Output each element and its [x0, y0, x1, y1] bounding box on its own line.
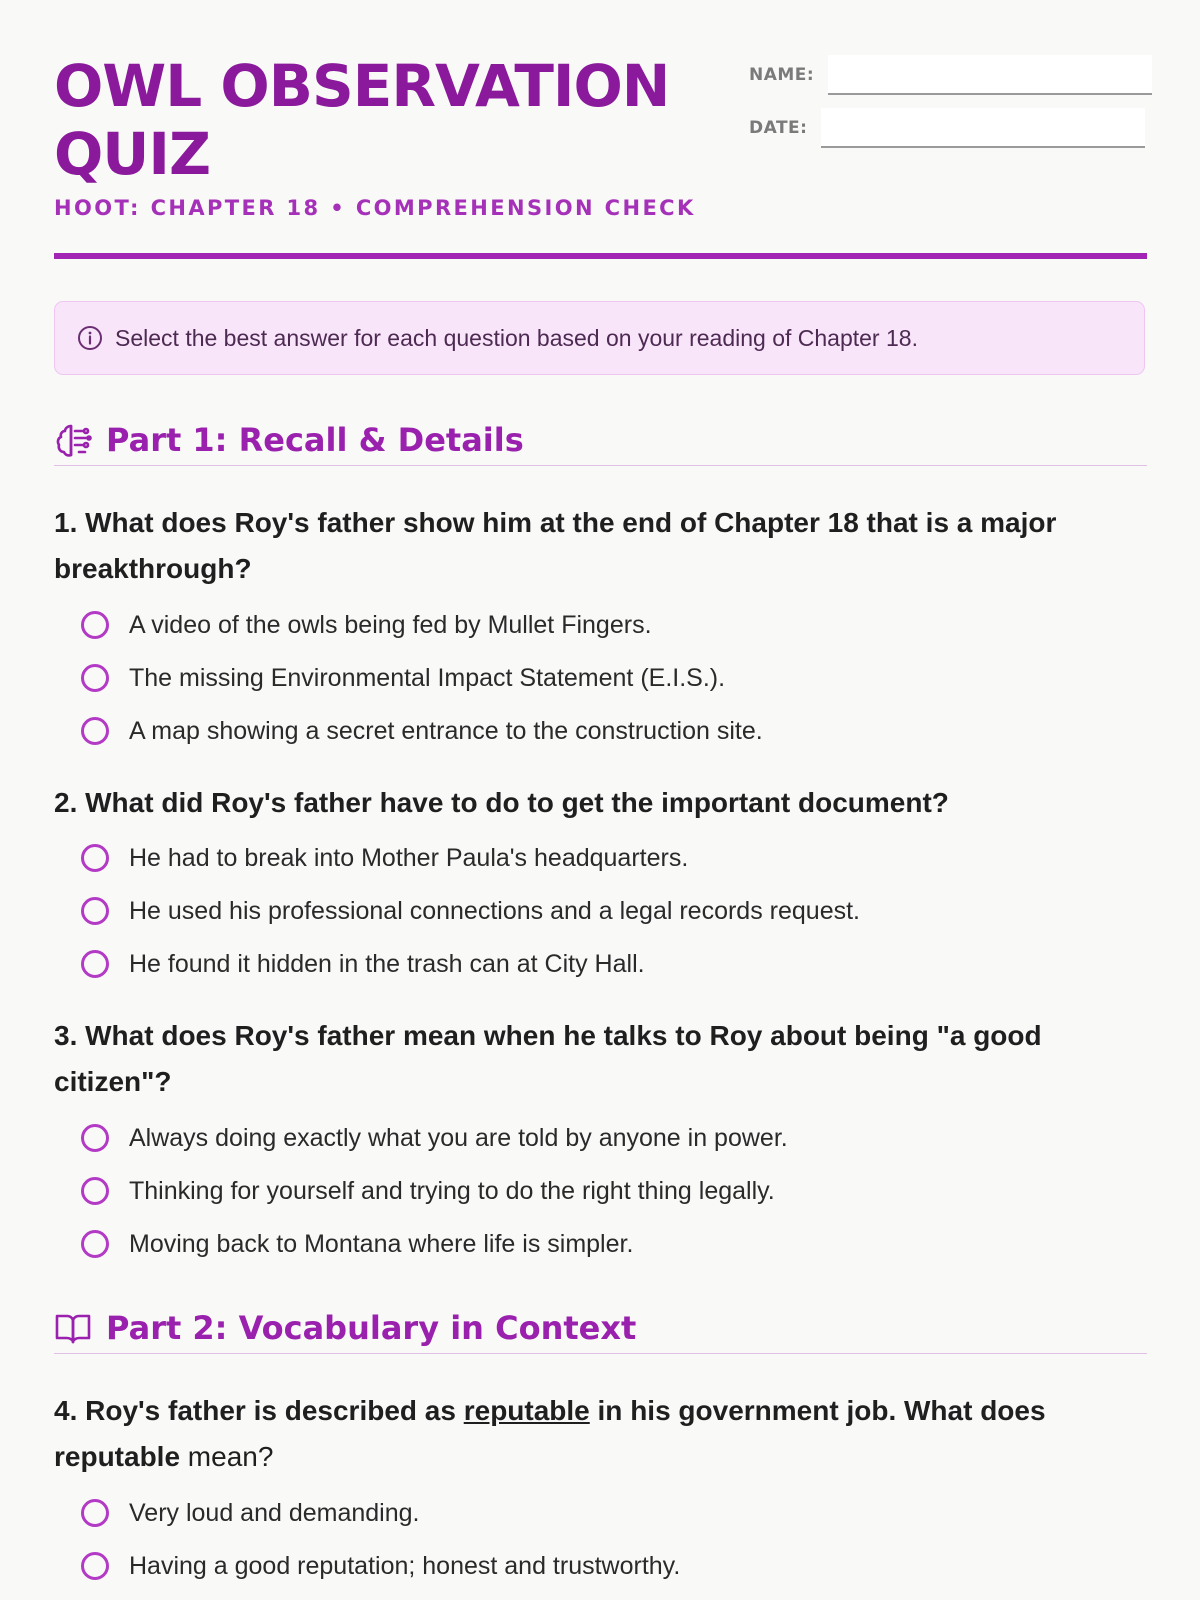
name-field[interactable]	[828, 55, 1152, 95]
option-label: The missing Environmental Impact Statement (E.I.S.).	[129, 663, 726, 692]
option-label: Very loud and demanding.	[129, 1498, 420, 1527]
date-field[interactable]	[821, 108, 1145, 148]
section-part-2	[54, 1303, 1147, 1354]
instructions-text: Select the best answer for each question based on your reading of Chapter 18.	[115, 324, 918, 351]
question-2: 2. What did Roy's father have to do to get the important document?	[54, 787, 949, 818]
option-label: Always doing exactly what you are told by anyone in power.	[129, 1123, 788, 1152]
section-title-part-2: Part 2: Vocabulary in Context	[106, 1309, 637, 1347]
q4-text-middle: in his government job. What does	[589, 1395, 1046, 1426]
option-label: He found it hidden in the trash can at City Hall.	[129, 949, 645, 978]
vocab-word-underlined: reputable	[463, 1395, 590, 1426]
option-label: He had to break into Mother Paula's headquarters.	[129, 843, 689, 872]
q1-option-c[interactable]	[81, 711, 763, 751]
brain-icon	[54, 421, 92, 459]
quiz-page	[54, 0, 1147, 1600]
vocab-word-bold: reputable	[54, 1441, 181, 1472]
page-title: OWL OBSERVATION QUIZ	[54, 52, 670, 188]
radio-button[interactable]	[81, 950, 109, 978]
name-field-row	[749, 55, 1152, 95]
radio-button[interactable]	[81, 717, 109, 745]
q4-text-start: 4. Roy's father is described as	[54, 1395, 464, 1426]
q3-option-b[interactable]	[81, 1171, 775, 1211]
option-label: A video of the owls being fed by Mullet Fingers.	[129, 610, 652, 639]
q4-text-end: mean?	[180, 1441, 274, 1472]
option-label: Having a good reputation; honest and trustworthy.	[129, 1551, 681, 1580]
radio-button[interactable]	[81, 611, 109, 639]
option-label: He used his professional connections and a legal records request.	[129, 896, 860, 925]
q3-option-a[interactable]	[81, 1118, 788, 1158]
section-part-1	[54, 415, 1147, 466]
q2-option-b[interactable]	[81, 891, 860, 931]
radio-button[interactable]	[81, 664, 109, 692]
question-1: 1. What does Roy's father show him at the end of Chapter 18 that is a major breakthrough?	[54, 507, 1057, 584]
q4-option-a[interactable]	[81, 1493, 420, 1533]
q4-option-b[interactable]	[81, 1546, 680, 1586]
option-label: Thinking for yourself and trying to do the right thing legally.	[129, 1176, 775, 1205]
date-field-row	[749, 108, 1145, 148]
info-icon	[77, 325, 103, 351]
radio-button[interactable]	[81, 844, 109, 872]
q3-option-c[interactable]	[81, 1224, 633, 1264]
q1-option-b[interactable]	[81, 658, 725, 698]
radio-button[interactable]	[81, 1124, 109, 1152]
date-label: DATE:	[749, 118, 808, 138]
page-subtitle: HOOT: CHAPTER 18 • COMPREHENSION CHECK	[54, 196, 696, 220]
option-label: A map showing a secret entrance to the construction site.	[129, 716, 763, 745]
instructions-notice	[54, 301, 1145, 375]
header-divider	[54, 253, 1147, 259]
radio-button[interactable]	[81, 1499, 109, 1527]
name-label: NAME:	[749, 65, 815, 85]
quiz-header	[54, 0, 1147, 262]
question-4	[54, 1388, 1147, 1480]
question-3: 3. What does Roy's father mean when he talks to Roy about being "a good citizen"?	[54, 1020, 1042, 1097]
radio-button[interactable]	[81, 1230, 109, 1258]
q1-option-a[interactable]	[81, 605, 652, 645]
section-title-part-1: Part 1: Recall & Details	[106, 421, 524, 459]
q2-option-a[interactable]	[81, 838, 688, 878]
q2-option-c[interactable]	[81, 944, 645, 984]
book-open-icon	[54, 1309, 92, 1347]
radio-button[interactable]	[81, 897, 109, 925]
radio-button[interactable]	[81, 1177, 109, 1205]
option-label: Moving back to Montana where life is simpler.	[129, 1229, 634, 1258]
radio-button[interactable]	[81, 1552, 109, 1580]
